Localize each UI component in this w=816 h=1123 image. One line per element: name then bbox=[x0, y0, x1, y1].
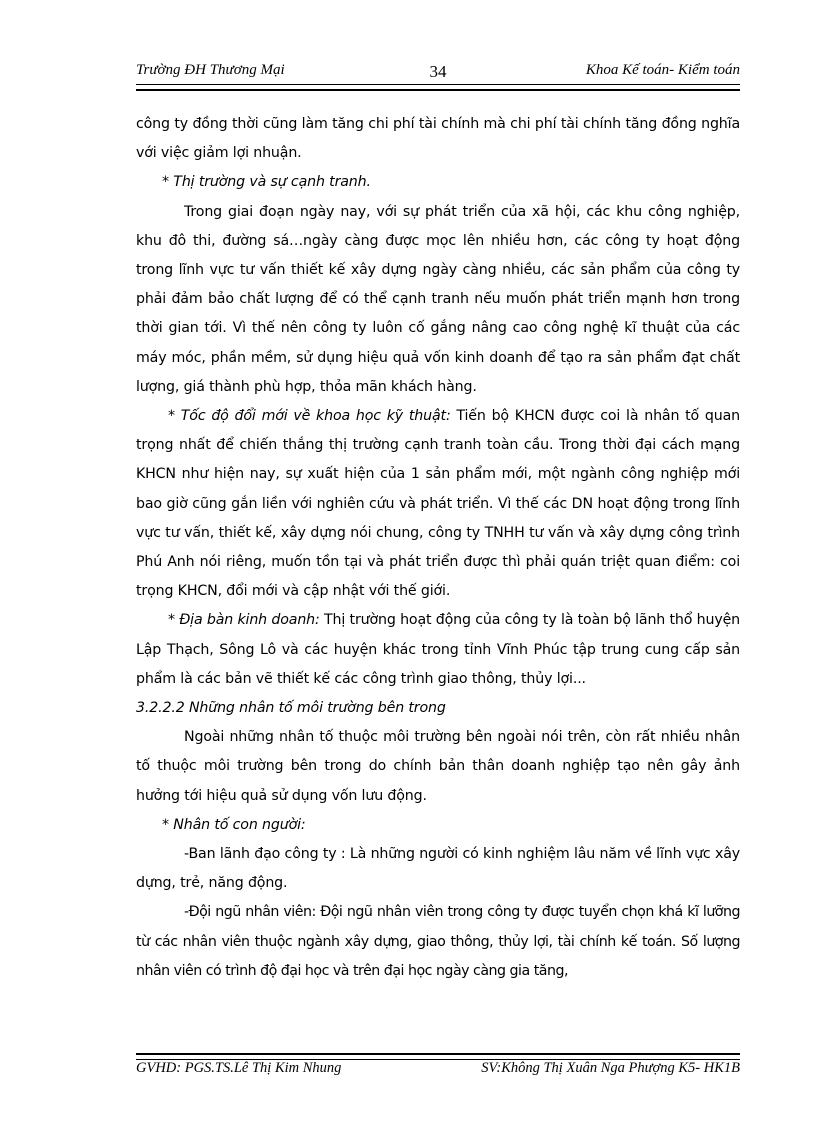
document-body bbox=[136, 110, 740, 986]
paragraph-leadership: -Ban lãnh đạo công ty : Là những người có kinh nghiệm lâu năm về lĩnh vực xây dựng, trẻ, năng động. bbox=[136, 846, 740, 892]
paragraph-business-area bbox=[136, 606, 740, 694]
page-footer bbox=[136, 1060, 740, 1084]
heading-market-competition: * Thị trường và sự cạnh tranh. bbox=[162, 174, 371, 191]
section-heading-internal-factors: 3.2.2.2 Những nhân tố môi trường bên trong bbox=[136, 700, 446, 717]
heading-human-factor: * Nhân tố con người: bbox=[162, 816, 306, 833]
heading-business-area: * Địa bàn kinh doanh: bbox=[168, 612, 320, 629]
footer-rule bbox=[136, 1053, 740, 1060]
footer-student: SV:Không Thị Xuân Nga Phượng K5- HK1B bbox=[481, 1060, 740, 1076]
heading-technology: * Tốc độ đổi mới về khoa học kỹ thuật: bbox=[168, 408, 451, 425]
paragraph-technology-text: Tiến bộ KHCN được coi là nhân tố quan trọng nhất để chiến thắng thị trường cạnh tranh toàn cầu. Trong thời đại cách mạng KHCN như hiện nay, sự xuất hiện của 1 sản phẩm mới, một ngành công nghiệp mới bao giờ cũng gắn liền với nghiên cứu và phát triển. Vì thế các DN hoạt động trong lĩnh vực tư vấn, thiết kế, xây dựng nói chung, công ty TNHH tư vấn và xây dựng công trình Phú Anh nói riêng, muốn tồn tại và phát triển được thì phải quán triệt quan điểm: coi trọng KHCN, đổi mới và cập nhật với thế giới. bbox=[136, 408, 741, 600]
paragraph-continuation: công ty đồng thời cũng làm tăng chi phí tài chính mà chi phí tài chính tăng đồng nghĩa với việc giảm lợi nhuận. bbox=[136, 116, 740, 162]
header-faculty: Khoa Kế toán- Kiểm toán bbox=[585, 62, 740, 78]
paragraph-internal: Ngoài những nhân tố thuộc môi trường bên ngoài nói trên, còn rất nhiều nhân tố thuộc môi trường bên trong do chính bản thân doanh nghiệp tạo nên gây ảnh hưởng tới hiệu quả sử dụng vốn lưu động. bbox=[136, 729, 740, 804]
header-school: Trường ĐH Thương Mại bbox=[136, 62, 285, 78]
paragraph-business-area-text: Thị trường hoạt động của công ty là toàn bộ lãnh thổ huyện Lập Thạch, Sông Lô và các huyện khác trong tỉnh Vĩnh Phúc tập trung cung cấp sản phẩm là các bản vẽ thiết kế các công trình giao thông, thủy lợi... bbox=[136, 612, 741, 687]
page-header bbox=[136, 60, 740, 86]
paragraph-technology bbox=[136, 402, 740, 606]
page-number: 34 bbox=[429, 62, 447, 81]
paragraph-staff: -Đội ngũ nhân viên: Đội ngũ nhân viên trong công ty được tuyển chọn khá kĩ lưỡng từ các nhân viên thuộc ngành xây dựng, giao thông, thủy lợi, tài chính kế toán. Số lượng nhân viên có trình độ đại học và trên đại học ngày càng gia tăng, bbox=[136, 904, 740, 979]
footer-advisor: GVHD: PGS.TS.Lê Thị Kim Nhung bbox=[136, 1060, 342, 1076]
header-rule bbox=[136, 84, 740, 91]
paragraph-market: Trong giai đoạn ngày nay, với sự phát triển của xã hội, các khu công nghiệp, khu đô thi, đường sá…ngày càng được mọc lên nhiều hơn, các công ty hoạt động trong lĩnh vực tư vấn thiết kế xây dựng ngày càng nhiều, các sản phẩm của công ty phải đảm bảo chất lượng để có thể cạnh tranh nếu muốn phát triển mạnh hơn trong thời gian tới. Vì thế nên công ty luôn cố gắng nâng cao công nghệ kĩ thuật của các máy móc, phần mềm, sử dụng hiệu quả vốn kinh doanh để tạo ra sản phẩm đạt chất lượng, giá thành phù hợp, thỏa mãn khách hàng. bbox=[136, 203, 740, 395]
